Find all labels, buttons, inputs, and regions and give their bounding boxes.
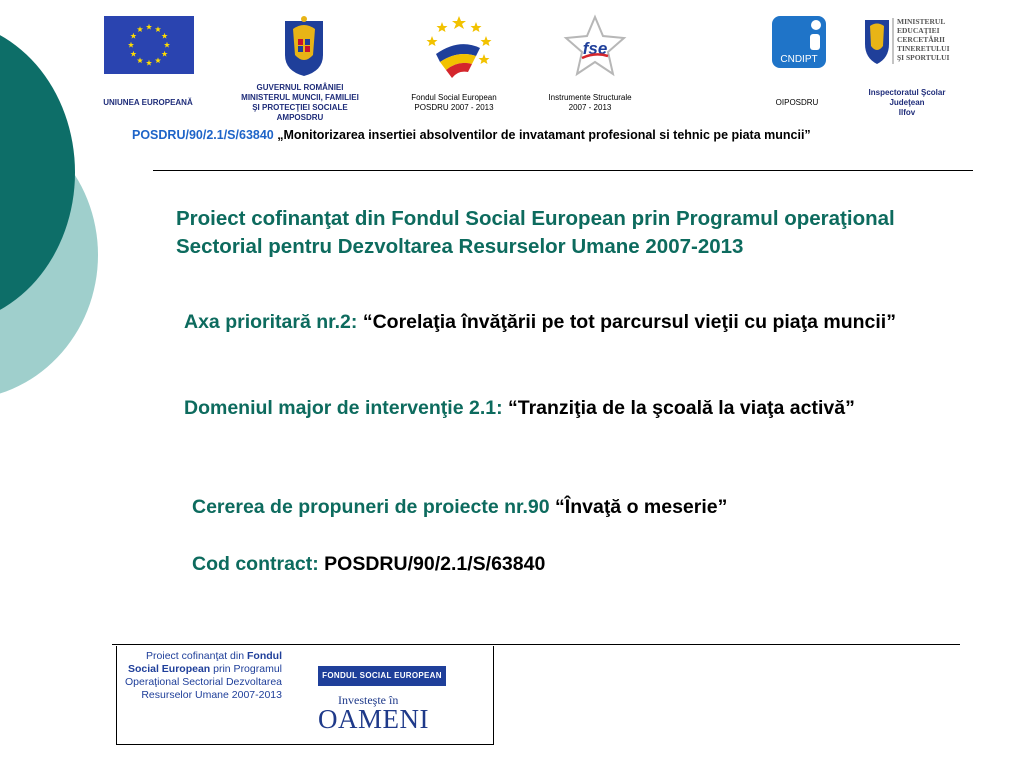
isj-caption-line: Inspectoratul Şcolar [868,88,946,97]
ministry-logo-line: ŞI SPORTULUI [897,53,950,62]
is-caption-line: Instrumente Structurale [548,93,632,102]
eu-logo [104,16,194,79]
isj-caption [858,88,956,118]
ministry-logo-line: CERCETĂRII [897,35,945,44]
axa-value: “Corelaţia învăţării pe tot parcursul vieţii cu piaţa muncii” [362,311,896,333]
cererea-propuneri [192,496,972,519]
ministry-logo-icon [862,14,952,68]
is-logo [562,14,628,83]
footer-text-part: Proiect cofinanţat din [146,650,247,662]
gov-logo [281,15,327,82]
isj-caption-line: Judeţean [889,98,925,107]
fse-sub: Investeşte în [338,693,399,707]
footer-text [118,650,282,702]
divider-bottom [112,644,960,645]
gov-caption-line: GUVERNUL ROMÂNIEI [256,83,344,92]
cndipt-logo [772,16,826,73]
ministry-logo-line: MINISTERUL [897,17,946,26]
divider-top [153,170,973,171]
gov-caption-line: AMPOSDRU [276,113,324,122]
eu-flag-icon [104,16,194,74]
ministry-logo [862,14,952,73]
fse-band: FONDUL SOCIAL EUROPEAN [318,666,446,686]
fse-logo [424,14,494,85]
ministry-logo-line: TINERETULUI [897,44,950,53]
domeniul-major [184,393,964,423]
is-caption-line: 2007 - 2013 [568,103,612,112]
eu-caption: UNIUNEA EUROPEANĂ [103,98,193,107]
cod-contract [192,553,972,576]
cererea-value: “Învaţă o meserie” [555,496,728,518]
ministry-logo-line: EDUCAŢIEI [897,26,940,35]
cererea-label: Cererea de propuneri de proiecte nr.90 [192,496,556,518]
axa-prioritara [184,309,1018,336]
fse-oameni-logo [318,666,446,732]
cndipt-logo-text: CNDIPT [780,54,818,65]
footer-text-part: prin Programul Operaţional Sectorial Dezvoltarea Resurselor Umane 2007-2013 [125,663,282,701]
cod-label: Cod contract: [192,553,325,575]
main-title: Proiect cofinanţat din Fondul Social European prin Programul operaţional Sectorial pentru Dezvoltarea Resurselor Umane 2007-2013 [176,207,895,258]
gov-caption [232,83,368,123]
is-logo-text: fse [582,39,608,58]
domeniul-label: Domeniul major de intervenţie 2.1: [184,397,508,419]
romanian-coat-of-arms-icon [281,15,327,77]
gov-caption-line: MINISTERUL MUNCII, FAMILIEI [241,93,359,102]
footer-text-bold: Fondul Social European [127,650,282,675]
fse-caption [398,93,510,113]
cod-value: POSDRU/90/2.1/S/63840 [324,553,546,575]
isj-caption-line: Ilfov [898,108,916,117]
oi-caption: OIPOSDRU [775,98,819,107]
domeniul-value: “Tranziţia de la şcoală la viaţa activă” [508,397,855,419]
fse-stars-icon [424,14,494,80]
gov-caption-line: ŞI PROTECŢIEI SOCIALE [252,103,348,112]
project-title: „Monitorizarea insertiei absolventilor de invatamant profesional si tehnic pe piata muncii” [273,128,811,142]
fse-star-logo-icon [562,14,628,78]
cndipt-logo-icon [772,16,826,68]
fse-caption-line: POSDRU 2007 - 2013 [414,103,494,112]
project-code: POSDRU/90/2.1/S/63840 [132,128,274,142]
is-caption [534,93,646,113]
project-line [132,128,992,142]
fse-big: OAMENI [318,704,429,734]
fse-caption-line: Fondul Social European [411,93,497,102]
axa-label: Axa prioritară nr.2: [184,311,363,333]
